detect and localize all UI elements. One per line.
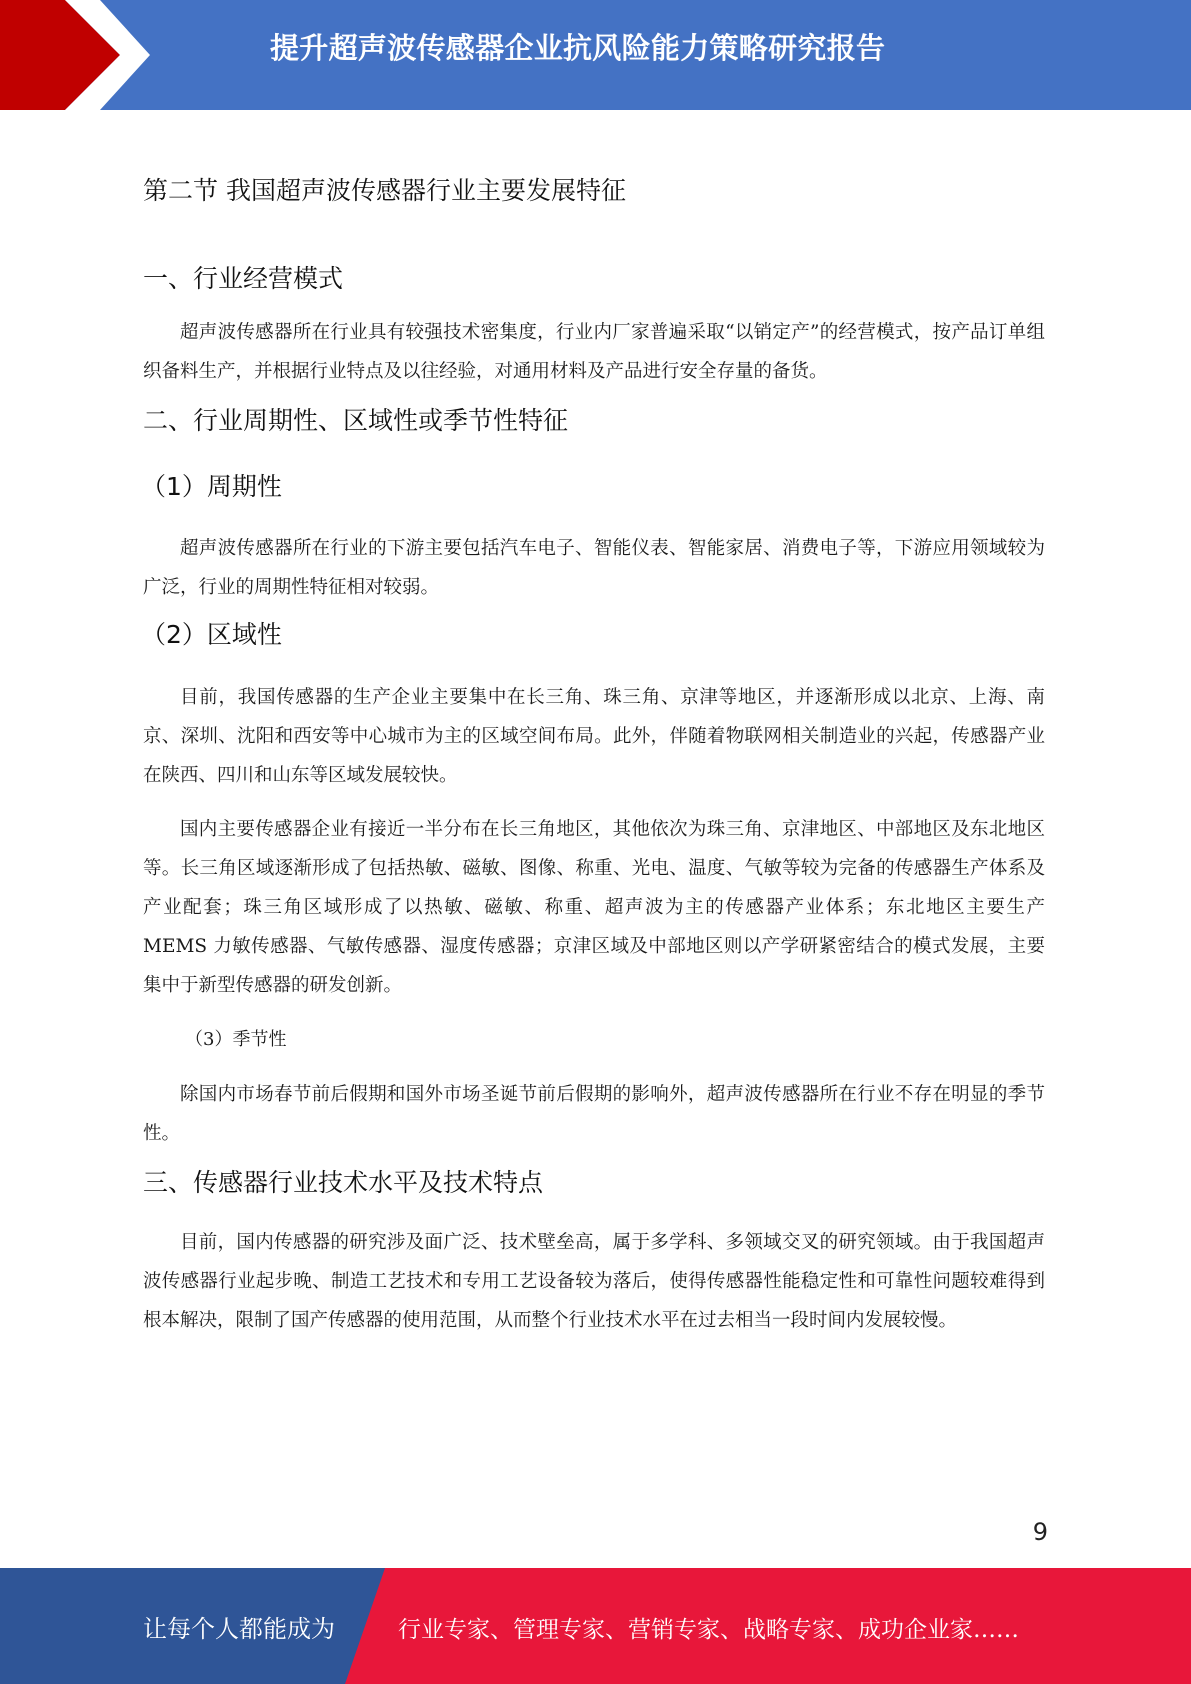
paragraph-regionality-1: 目前，我国传感器的生产企业主要集中在长三角、珠三角、京津等地区，并逐渐形成以北京、上海、南京、深圳、沈阳和西安等中心城市为主的区域空间布局。此外，伴随着物联网相关制造业的兴起，传感器产业在陕西、四川和山东等区域发展较快。 (143, 686, 1045, 786)
heading-technology-level: 三、传感器行业技术水平及技术特点 (143, 1167, 544, 1197)
subheading-regionality: （2）区域性 (141, 620, 282, 649)
section-title: 第二节 我国超声波传感器行业主要发展特征 (143, 176, 626, 205)
paragraph-regionality-2: 国内主要传感器企业有接近一半分布在长三角地区，其他依次为珠三角、京津地区、中部地区及东北地区等。长三角区域逐渐形成了包括热敏、磁敏、图像、称重、光电、温度、气敏等较为完备的传感器生产体系及产业配套；珠三角区域形成了以热敏、磁敏、称重、超声波为主的传感器产业体系；东北地区主要生产 MEMS 力敏传感器、气敏传感器、湿度传感器；京津区域及中部地区则以产学研紧密结合的模式发展，主要集中于新型传感器的研发创新。 (143, 818, 1045, 996)
header-title: 提升超声波传感器企业抗风险能力策略研究报告 (270, 31, 886, 65)
heading-business-model: 一、行业经营模式 (143, 263, 344, 293)
page-number: 9 (1032, 1518, 1048, 1546)
paragraph-seasonality: 除国内市场春节前后假期和国外市场圣诞节前后假期的影响外，超声波传感器所在行业不存在明显的季节性。 (143, 1083, 1045, 1144)
footer-slogan-right: 行业专家、管理专家、营销专家、战略专家、成功企业家…… (398, 1617, 1019, 1643)
document-body (143, 175, 1045, 1340)
heading-industry-features: 二、行业周期性、区域性或季节性特征 (143, 406, 569, 435)
footer-slogan-left: 让每个人都能成为 (143, 1615, 335, 1643)
header-chevron-icon (0, 0, 160, 110)
paragraph-business-model: 超声波传感器所在行业具有较强技术密集度，行业内厂家普遍采取“以销定产”的经营模式，按产品订单组织备料生产，并根据行业特点及以往经验，对通用材料及产品进行安全存量的备货。 (143, 322, 1045, 382)
page-footer (0, 1568, 1191, 1684)
page-header (0, 0, 1191, 110)
paragraph-technology-level: 目前，国内传感器的研究涉及面广泛、技术壁垒高，属于多学科、多领域交叉的研究领域。由于我国超声波传感器行业起步晚、制造工艺技术和专用工艺设备较为落后，使得传感器性能稳定性和可靠性问题较难得到根本解决，限制了国产传感器的使用范围，从而整个行业技术水平在过去相当一段时间内发展较慢。 (143, 1232, 1045, 1331)
subheading-seasonality: （3）季节性 (185, 1028, 287, 1050)
paragraph-cyclicality: 超声波传感器所在行业的下游主要包括汽车电子、智能仪表、智能家居、消费电子等，下游应用领域较为广泛，行业的周期性特征相对较弱。 (143, 538, 1045, 598)
subheading-cyclicality: （1）周期性 (141, 471, 282, 501)
